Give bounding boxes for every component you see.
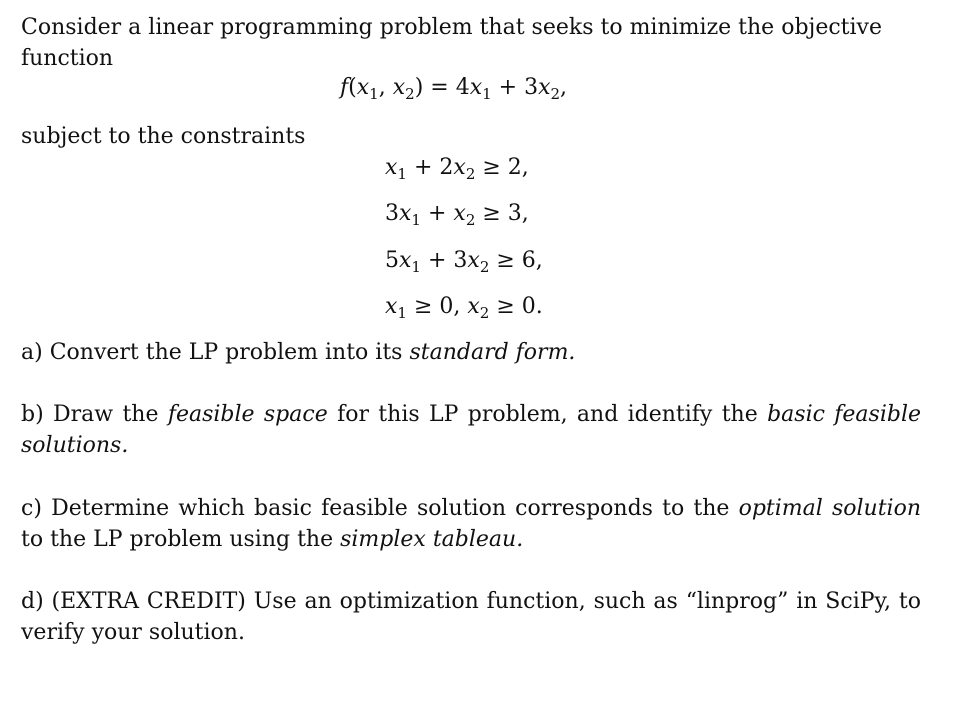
question-c xyxy=(21,493,921,555)
constraints-label: subject to the constraints xyxy=(21,124,306,149)
question-b-text-2: for this LP problem, and identify the xyxy=(327,402,768,427)
question-a-emphasis: standard form. xyxy=(409,340,576,365)
constraint-2: $3x_1 + x_2 \ge 3$, xyxy=(385,201,529,229)
question-c-text-2: to the LP problem using the xyxy=(21,527,341,552)
question-b-emphasis-2: basic feasible solutions. xyxy=(21,402,922,458)
intro-paragraph xyxy=(21,12,921,74)
question-b xyxy=(21,399,921,461)
question-c-emphasis-1: optimal solution xyxy=(738,496,921,521)
question-d-text: d) (EXTRA CREDIT) Use an optimization function, such as “linprog” in SciPy, to verify your solution. xyxy=(21,589,921,645)
objective-function: $f(x_1$, $x_2) = 4x_1 + 3x_2$, xyxy=(340,75,568,103)
intro-line-1: Consider a linear programming problem that seeks to minimize the objective xyxy=(21,15,883,40)
question-c-emphasis-2: simplex tableau. xyxy=(340,527,524,552)
question-b-text-1: b) Draw the xyxy=(21,402,168,427)
question-d xyxy=(21,586,921,648)
question-b-emphasis-1: feasible space xyxy=(167,402,328,427)
constraint-1: $x_1 + 2x_2 \ge 2$, xyxy=(385,155,529,183)
question-a xyxy=(21,337,921,368)
constraint-4: $x_1 \ge 0$, $x_2 \ge 0$. xyxy=(385,294,543,322)
intro-line-2: function xyxy=(21,46,114,71)
question-a-text: a) Convert the LP problem into its xyxy=(21,340,410,365)
constraint-3: $5x_1 + 3x_2 \ge 6$, xyxy=(385,248,543,276)
question-c-text-1: c) Determine which basic feasible solution corresponds to the xyxy=(21,496,739,521)
